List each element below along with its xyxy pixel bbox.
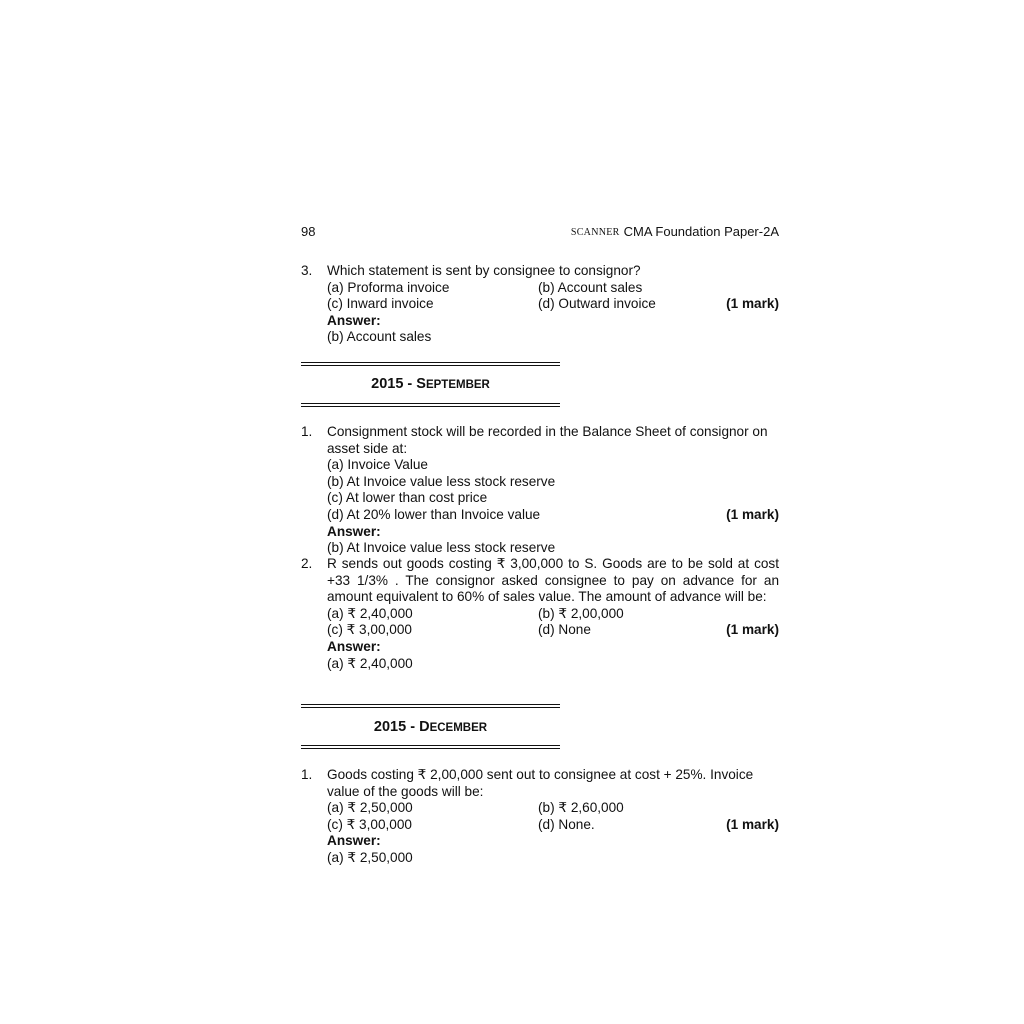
answer-text: (a) ₹ 2,50,000 (327, 849, 413, 865)
answer-text: (a) ₹ 2,40,000 (327, 655, 413, 671)
question-number: 2. (301, 556, 313, 571)
september-question-1 (301, 424, 779, 557)
question-text: Which statement is sent by consignee to consignor? (327, 263, 641, 278)
question-number: 1. (301, 767, 313, 782)
option-a: (a) ₹ 2,40,000 (327, 605, 413, 621)
answer-text: (b) Account sales (327, 329, 432, 345)
question-number: 3. (301, 263, 313, 278)
question-text: R sends out goods costing ₹ 3,00,000 to S. Goods are to be sold at cost +33 1/3% . The consignor asked consignee to pay on advance for an amount equivalent to 60% of sales value. The amount of advance will be: (327, 556, 779, 605)
option-c: (c) ₹ 3,00,000 (327, 816, 412, 832)
option-c: (c) ₹ 3,00,000 (327, 622, 412, 638)
answer-label: Answer: (327, 638, 381, 654)
section-rule-bottom (301, 403, 560, 407)
option-a: (a) Proforma invoice (327, 279, 450, 295)
option-b: (b) ₹ 2,00,000 (538, 605, 624, 621)
question-text: Consignment stock will be recorded in the Balance Sheet of consignor on asset side at: (327, 424, 768, 456)
scanner-logo: SCANNER (570, 227, 620, 238)
book-title: CMA Foundation Paper-2A (623, 224, 779, 239)
mark-label: (1 mark) (726, 296, 779, 312)
option-c: (c) At lower than cost price (327, 490, 488, 506)
option-a: (a) Invoice Value (327, 457, 428, 473)
december-question-1 (301, 767, 779, 867)
book-page (301, 0, 779, 1024)
page-header (301, 224, 779, 242)
answer-label: Answer: (327, 523, 381, 539)
answer-text: (b) At Invoice value less stock reserve (327, 540, 556, 556)
section-rule-bottom (301, 745, 560, 749)
option-a: (a) ₹ 2,50,000 (327, 800, 413, 816)
option-c: (c) Inward invoice (327, 296, 434, 312)
section-rule-top (301, 362, 560, 366)
question-number: 1. (301, 424, 313, 439)
page-number: 98 (301, 224, 316, 239)
mark-label: (1 mark) (726, 622, 779, 638)
option-d: (d) At 20% lower than Invoice value (327, 506, 541, 522)
question-text: Goods costing ₹ 2,00,000 sent out to consignee at cost + 25%. Invoice value of the goods will be: (327, 767, 754, 799)
option-b: (b) Account sales (538, 279, 643, 295)
answer-label: Answer: (327, 312, 381, 328)
answer-label: Answer: (327, 833, 381, 849)
question-3 (301, 263, 779, 346)
option-d: (d) None. (538, 816, 595, 832)
mark-label: (1 mark) (726, 506, 779, 522)
running-title (571, 224, 779, 239)
option-d: (d) None (538, 622, 591, 638)
september-question-2 (301, 556, 779, 672)
mark-label: (1 mark) (726, 816, 779, 832)
option-b: (b) ₹ 2,60,000 (538, 800, 624, 816)
option-d: (d) Outward invoice (538, 296, 656, 312)
option-b: (b) At Invoice value less stock reserve (327, 473, 556, 489)
section-rule-top (301, 704, 560, 708)
section-heading-september: 2015 - SEPTEMBER (371, 376, 490, 392)
section-heading-december: 2015 - DECEMBER (373, 719, 488, 735)
